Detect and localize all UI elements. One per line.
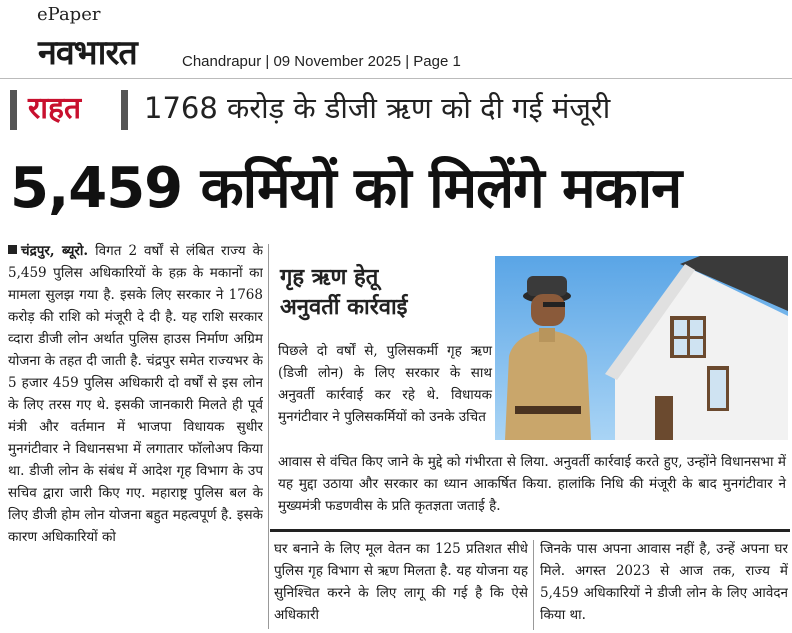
masthead: [0, 0, 792, 78]
box-text: पिछले दो वर्षों से, पुलिसकर्मी गृह ऋण (डिजी लोन) के लिए सरकार के साथ अनुवर्ती कार्रवाई कर रहे थे. विधायक मुनगंटीवार ने पुलिसकर्मियों को उनके उचित: [278, 343, 492, 425]
column-divider-2: [533, 540, 534, 630]
box-title-line2: अनुवर्ती कार्रवाई: [280, 295, 408, 320]
article-column-3: जिनके पास अपना आवास नहीं है, उन्हें अपना घर मिले. अगस्त 2023 से आज तक, राज्य में 5,459 अधिकारियों ने डीजी लोन के लिए आवेदन किया था.: [540, 541, 788, 623]
police-officer-photo: [495, 256, 788, 440]
bullet-square-icon: [8, 245, 17, 254]
kicker-bar-left: [10, 90, 17, 130]
epaper-label: ePaper: [37, 4, 101, 25]
masthead-rule: [0, 78, 792, 79]
section-rule: [270, 529, 790, 532]
kicker-row: [0, 84, 792, 134]
edition-info: Chandrapur | 09 November 2025 | Page 1: [182, 53, 461, 70]
box-title: [280, 263, 490, 323]
kicker-label: राहत: [28, 91, 82, 126]
newspaper-logo: नवभारत: [38, 33, 137, 73]
article-text-col1: विगत 2 वर्षों से लंबित राज्य के 5,459 पुलिस अधिकारियों के हक़ के मकानों का मामला सुलझ गया है. इसके लिए सरकार ने 1768 करोड़ की राशि को मंजूरी दे दी है. यह राशि सरकार व्दारा डीजी लोन अर्थात पुलिस हाउस निर्माण अग्रिम योजना के तहत दी जाती है. चंद्रपुर समेत राज्यभर के 5 हजार 459 पुलिस अधिकारी दो वर्षों से इस लोन के लिए तरस गए थे. इसकी जानकारी मिलते ही पूर्व मंत्री और वर्तमान में भाजपा विधायक सुधीर मुनगंटीवार ने विधानसभा में लगातार फॉलोअप किया था. डीजी लोन के संबंध में आदेश गृह विभाग के उप सचिव द्वारा जारी किए गए. महाराष्ट्र पुलिस बल के लिए डीजी होम लोन योजना बहुत महत्वपूर्ण है. इसके कारण अधिकारियों को: [8, 243, 263, 545]
article-column-2: घर बनाने के लिए मूल वेतन का 125 प्रतिशत सीधे पुलिस गृह विभाग से ऋण मिलता है. यह योजना यह सुनिश्चित करने के लिए लागू की गई है कि ऐसे अधिकारी: [274, 541, 528, 623]
kicker-bar-right: [121, 90, 128, 130]
dateline: चंद्रपुर, ब्यूरो.: [21, 243, 89, 259]
police-house-illustration: [495, 256, 788, 440]
box-text-wide: आवास से वंचित किए जाने के मुद्दे को गंभीरता से लिया. अनुवर्ती कार्रवाई करते हुए, उन्होंने विधानसभा में यह मुद्दा उठाया और सरकार का ध्यान आकर्षित किया. हालांकि निधि की मंजूरी के बाद मुनगंटीवार ने मुख्यमंत्री फडणवीस के प्रति कृतज्ञता जताई है.: [278, 454, 786, 514]
box-title-line1: गृह ऋण हेतू: [280, 265, 379, 290]
headline: 5,459 कर्मियों को मिलेंगे मकान: [10, 156, 682, 221]
article-column-1: [8, 240, 263, 630]
subheadline: 1768 करोड़ के डीजी ऋण को दी गई मंजूरी: [144, 91, 611, 125]
column-divider: [268, 244, 269, 629]
